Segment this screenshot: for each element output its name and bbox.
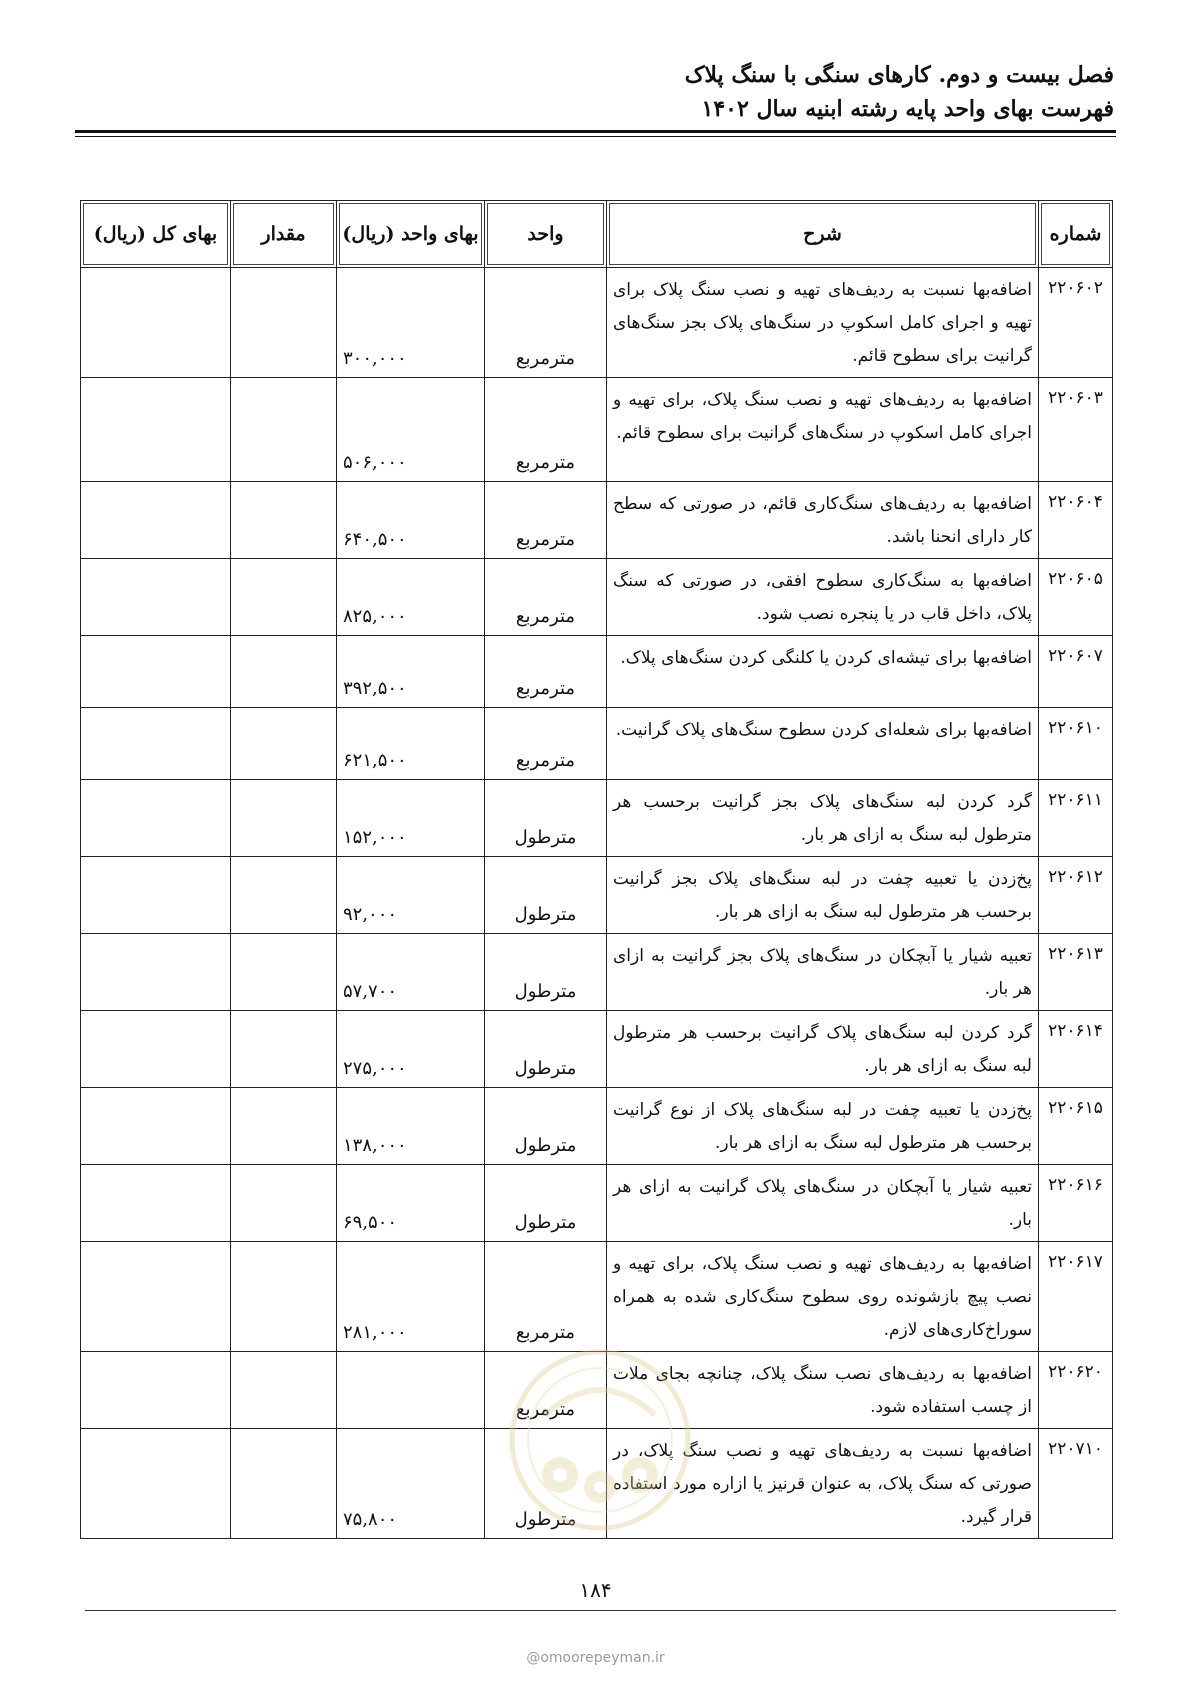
item-number: ۲۲۰۶۱۲ [1039,857,1113,934]
footer-rule [85,1610,1116,1611]
page-number: ۱۸۴ [579,1578,612,1602]
item-number: ۲۲۰۶۱۴ [1039,1011,1113,1088]
item-description: اضافه‌بها نسبت به ردیف‌های تهیه و نصب سنگ پلاک برای تهیه و اجرای کامل اسکوپ در سنگ‌های پلاک بجز سنگ‌های گرانیت برای سطوح قائم. [607,268,1039,378]
item-unit: مترمربع [485,482,607,559]
item-total-price [81,559,231,636]
item-total-price [81,1011,231,1088]
table-row [81,378,1113,482]
item-unit-price: ۲۸۱,۰۰۰ [337,1242,485,1352]
item-total-price [81,934,231,1011]
item-total-price [81,1429,231,1539]
table-header-row [81,201,1113,268]
table-row [81,934,1113,1011]
item-number: ۲۲۰۶۱۰ [1039,708,1113,780]
item-unit-price: ۶۲۱,۵۰۰ [337,708,485,780]
item-quantity [231,1165,337,1242]
table-row [81,1165,1113,1242]
item-unit: مترطول [485,1088,607,1165]
item-description: اضافه‌بها به ردیف‌های نصب سنگ پلاک، چنانچه بجای ملات از چسب استفاده شود. [607,1352,1039,1429]
item-quantity [231,708,337,780]
item-quantity [231,636,337,708]
table-row [81,857,1113,934]
item-unit: مترطول [485,934,607,1011]
item-total-price [81,780,231,857]
table-row [81,1088,1113,1165]
item-unit-price: ۳۰۰,۰۰۰ [337,268,485,378]
item-number: ۲۲۰۶۰۲ [1039,268,1113,378]
item-unit: مترطول [485,1011,607,1088]
item-number: ۲۲۰۶۱۷ [1039,1242,1113,1352]
header-rule [75,130,1116,133]
item-unit-price: ۵۰۶,۰۰۰ [337,378,485,482]
item-total-price [81,1088,231,1165]
item-total-price [81,708,231,780]
item-description: گرد کردن لبه سنگ‌های پلاک گرانیت برحسب هر مترطول لبه سنگ به ازای هر بار. [607,1011,1039,1088]
item-number: ۲۲۰۶۰۴ [1039,482,1113,559]
item-description: اضافه‌بها به سنگ‌کاری سطوح افقی، در صورتی که سنگ پلاک، داخل قاب در یا پنجره نصب شود. [607,559,1039,636]
item-unit: مترمربع [485,268,607,378]
header-unit: واحد [485,201,607,268]
table-row [81,1352,1113,1429]
table-row [81,1429,1113,1539]
table-row [81,780,1113,857]
item-description: اضافه‌بها به ردیف‌های تهیه و نصب سنگ پلاک، برای تهیه و اجرای کامل اسکوپ در سنگ‌های گرانیت برای سطوح قائم. [607,378,1039,482]
item-total-price [81,378,231,482]
header-total-price: بهای کل (ریال) [81,201,231,268]
item-description: اضافه‌بها به ردیف‌های سنگ‌کاری قائم، در صورتی که سطح کار دارای انحنا باشد. [607,482,1039,559]
table-row [81,559,1113,636]
table-row [81,636,1113,708]
item-quantity [231,482,337,559]
item-quantity [231,268,337,378]
price-table [80,200,1113,1539]
item-quantity [231,378,337,482]
item-unit-price: ۶۴۰,۵۰۰ [337,482,485,559]
item-quantity [231,1088,337,1165]
item-unit: مترطول [485,780,607,857]
item-number: ۲۲۰۶۰۵ [1039,559,1113,636]
item-total-price [81,1165,231,1242]
item-unit-price: ۸۲۵,۰۰۰ [337,559,485,636]
table-row [81,1011,1113,1088]
item-total-price [81,1242,231,1352]
item-quantity [231,1011,337,1088]
header-unit-price: بهای واحد (ریال) [337,201,485,268]
item-unit: مترمربع [485,1352,607,1429]
table-row [81,708,1113,780]
item-quantity [231,1352,337,1429]
item-description: گرد کردن لبه سنگ‌های پلاک بجز گرانیت برحسب هر مترطول لبه سنگ به ازای هر بار. [607,780,1039,857]
item-description: اضافه‌بها به ردیف‌های تهیه و نصب سنگ پلاک، برای تهیه و نصب پیچ بازشونده روی سطوح سنگ‌کاری شده به همراه سوراخ‌کاری‌های لازم. [607,1242,1039,1352]
item-quantity [231,857,337,934]
item-quantity [231,1242,337,1352]
item-unit: مترمربع [485,636,607,708]
item-unit-price: ۱۵۲,۰۰۰ [337,780,485,857]
item-description: اضافه‌بها نسبت به ردیف‌های تهیه و نصب سنگ پلاک، در صورتی که سنگ پلاک، به عنوان قرنیز یا ازاره مورد استفاده قرار گیرد. [607,1429,1039,1539]
item-unit: مترمربع [485,559,607,636]
price-list-title: فهرست بهای واحد پایه رشته ابنیه سال ۱۴۰۲ [701,96,1114,122]
item-total-price [81,268,231,378]
item-description: اضافه‌بها برای شعله‌ای کردن سطوح سنگ‌های پلاک گرانیت. [607,708,1039,780]
item-unit-price [337,1352,485,1429]
item-unit: مترمربع [485,708,607,780]
chapter-title: فصل بیست و دوم. کارهای سنگی با سنگ پلاک [684,62,1114,88]
item-number: ۲۲۰۶۰۷ [1039,636,1113,708]
item-quantity [231,934,337,1011]
item-number: ۲۲۰۶۱۶ [1039,1165,1113,1242]
item-unit: مترطول [485,1429,607,1539]
item-total-price [81,482,231,559]
item-unit-price: ۲۷۵,۰۰۰ [337,1011,485,1088]
header-quantity: مقدار [231,201,337,268]
item-description: تعبیه شیار یا آبچکان در سنگ‌های پلاک بجز گرانیت به ازای هر بار. [607,934,1039,1011]
item-unit-price: ۶۹,۵۰۰ [337,1165,485,1242]
table-row [81,1242,1113,1352]
item-total-price [81,636,231,708]
item-unit-price: ۷۵,۸۰۰ [337,1429,485,1539]
item-unit: مترطول [485,857,607,934]
item-number: ۲۲۰۶۱۳ [1039,934,1113,1011]
item-quantity [231,559,337,636]
item-description: پخ‌زدن یا تعبیه چفت در لبه سنگ‌های پلاک از نوع گرانیت برحسب هر مترطول لبه سنگ به ازای هر بار. [607,1088,1039,1165]
item-unit-price: ۳۹۲,۵۰۰ [337,636,485,708]
item-description: تعبیه شیار یا آبچکان در سنگ‌های پلاک گرانیت به ازای هر بار. [607,1165,1039,1242]
item-unit: مترمربع [485,378,607,482]
item-description: اضافه‌بها برای تیشه‌ای کردن یا کلنگی کردن سنگ‌های پلاک. [607,636,1039,708]
item-unit-price: ۵۷,۷۰۰ [337,934,485,1011]
item-number: ۲۲۰۶۲۰ [1039,1352,1113,1429]
page-header [77,58,1114,126]
header-number: شماره [1039,201,1113,268]
header-rule-thin [75,136,1116,137]
item-description: پخ‌زدن یا تعبیه چفت در لبه سنگ‌های پلاک بجز گرانیت برحسب هر مترطول لبه سنگ به ازای هر بار. [607,857,1039,934]
item-number: ۲۲۰۶۰۳ [1039,378,1113,482]
item-unit: مترطول [485,1165,607,1242]
item-number: ۲۲۰۶۱۱ [1039,780,1113,857]
item-unit-price: ۱۳۸,۰۰۰ [337,1088,485,1165]
item-total-price [81,1352,231,1429]
table-row [81,268,1113,378]
item-unit: مترمربع [485,1242,607,1352]
table-row [81,482,1113,559]
item-number: ۲۲۰۶۱۵ [1039,1088,1113,1165]
item-quantity [231,780,337,857]
item-total-price [81,857,231,934]
website-watermark: @omoorepeyman.ir [526,1650,665,1666]
item-unit-price: ۹۲,۰۰۰ [337,857,485,934]
item-number: ۲۲۰۷۱۰ [1039,1429,1113,1539]
item-quantity [231,1429,337,1539]
header-description: شرح [607,201,1039,268]
